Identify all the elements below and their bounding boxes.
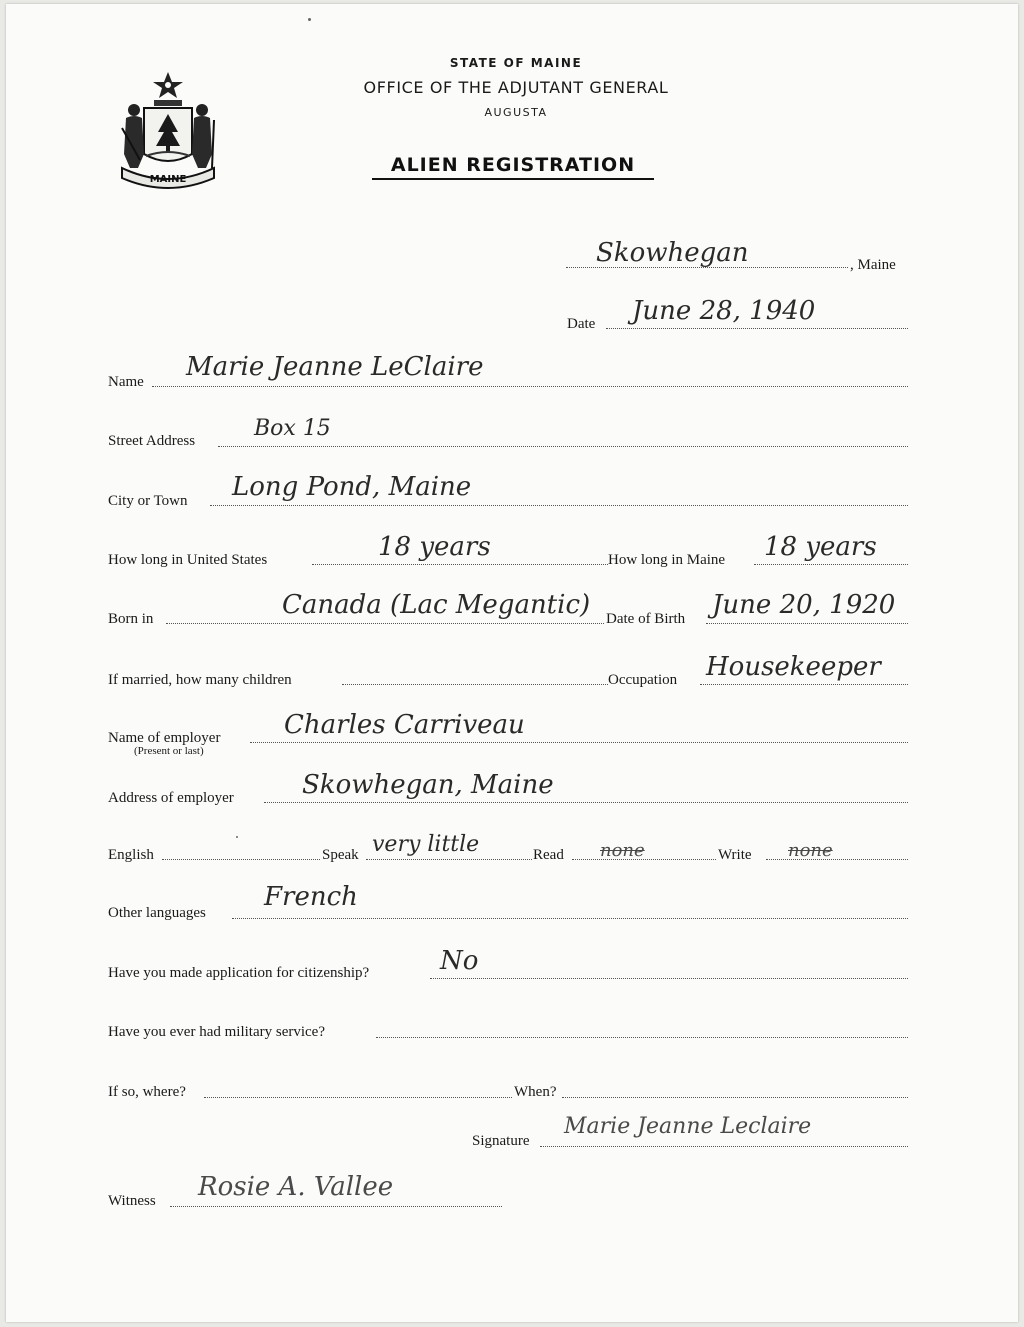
children-label: If married, how many children	[108, 672, 292, 688]
speak-label: Speak	[322, 847, 359, 863]
born-in-line	[166, 623, 604, 624]
employer-address-value: Skowhegan, Maine	[302, 770, 554, 800]
street-label: Street Address	[108, 433, 196, 449]
witness-value: Rosie A. Vallee	[198, 1172, 394, 1202]
children-line	[342, 684, 608, 685]
other-languages-value: French	[264, 882, 358, 912]
speak-value: very little	[372, 832, 480, 857]
form-page	[6, 4, 1018, 1322]
us-time-value: 18 years	[378, 532, 491, 562]
military-label: Have you ever had military service?	[108, 1024, 325, 1040]
paper-speck	[236, 836, 238, 838]
employer-address-line	[264, 802, 908, 803]
when-label: When?	[514, 1084, 557, 1100]
place-value: Skowhegan	[596, 238, 749, 268]
dob-line	[706, 623, 908, 624]
occupation-line	[700, 684, 908, 685]
date-line	[606, 328, 908, 329]
when-line	[562, 1097, 908, 1098]
signature-line	[540, 1146, 908, 1147]
occupation-label: Occupation	[608, 672, 678, 688]
witness-label: Witness	[108, 1193, 156, 1209]
maine-time-value: 18 years	[764, 532, 877, 562]
street-value: Box 15	[254, 416, 331, 441]
maine-seal-icon	[114, 68, 222, 190]
signature-value: Marie Jeanne Leclaire	[564, 1114, 812, 1139]
dob-value: June 20, 1920	[712, 590, 896, 620]
place-suffix: , Maine	[850, 257, 896, 273]
name-line	[152, 386, 908, 387]
header-state: STATE OF MAINE	[449, 56, 583, 70]
employer-address-label: Address of employer	[108, 790, 234, 806]
maine-time-line	[754, 564, 908, 565]
military-line	[376, 1037, 908, 1038]
occupation-value: Housekeeper	[706, 652, 881, 682]
write-label: Write	[718, 847, 752, 863]
city-value: Long Pond, Maine	[232, 472, 472, 502]
read-label: Read	[533, 847, 564, 863]
name-label: Name	[108, 374, 144, 390]
english-line	[162, 859, 320, 860]
speak-line	[366, 859, 532, 860]
born-in-label: Born in	[108, 611, 154, 627]
employer-sublabel: (Present or last)	[134, 745, 204, 757]
witness-line	[170, 1206, 502, 1207]
where-line	[204, 1097, 512, 1098]
employer-line	[250, 742, 908, 743]
citizenship-value: No	[440, 946, 479, 976]
city-label: City or Town	[108, 493, 188, 509]
svg-text:MAINE: MAINE	[149, 174, 187, 185]
signature-label: Signature	[472, 1133, 530, 1149]
citizenship-label: Have you made application for citizenship?	[108, 965, 370, 981]
city-line	[210, 505, 908, 506]
header-city: AUGUSTA	[484, 106, 548, 119]
write-value: none	[788, 840, 833, 861]
other-languages-label: Other languages	[108, 905, 206, 921]
street-line	[218, 446, 908, 447]
dob-label: Date of Birth	[606, 611, 686, 627]
employer-label: Name of employer	[108, 730, 221, 746]
us-time-label: How long in United States	[108, 552, 268, 568]
name-value: Marie Jeanne LeClaire	[186, 352, 484, 382]
paper-speck	[308, 18, 311, 21]
date-label: Date	[567, 316, 596, 332]
us-time-line	[312, 564, 608, 565]
born-in-value: Canada (Lac Megantic)	[282, 590, 591, 620]
other-languages-line	[232, 918, 908, 919]
where-label: If so, where?	[108, 1084, 186, 1100]
header-office: OFFICE OF THE ADJUTANT GENERAL	[363, 78, 669, 97]
english-label: English	[108, 847, 154, 863]
read-value: none	[600, 840, 645, 861]
page-title: ALIEN REGISTRATION	[372, 154, 654, 180]
employer-value: Charles Carriveau	[284, 710, 525, 740]
citizenship-line	[430, 978, 908, 979]
date-value: June 28, 1940	[632, 296, 816, 326]
maine-time-label: How long in Maine	[608, 552, 726, 568]
